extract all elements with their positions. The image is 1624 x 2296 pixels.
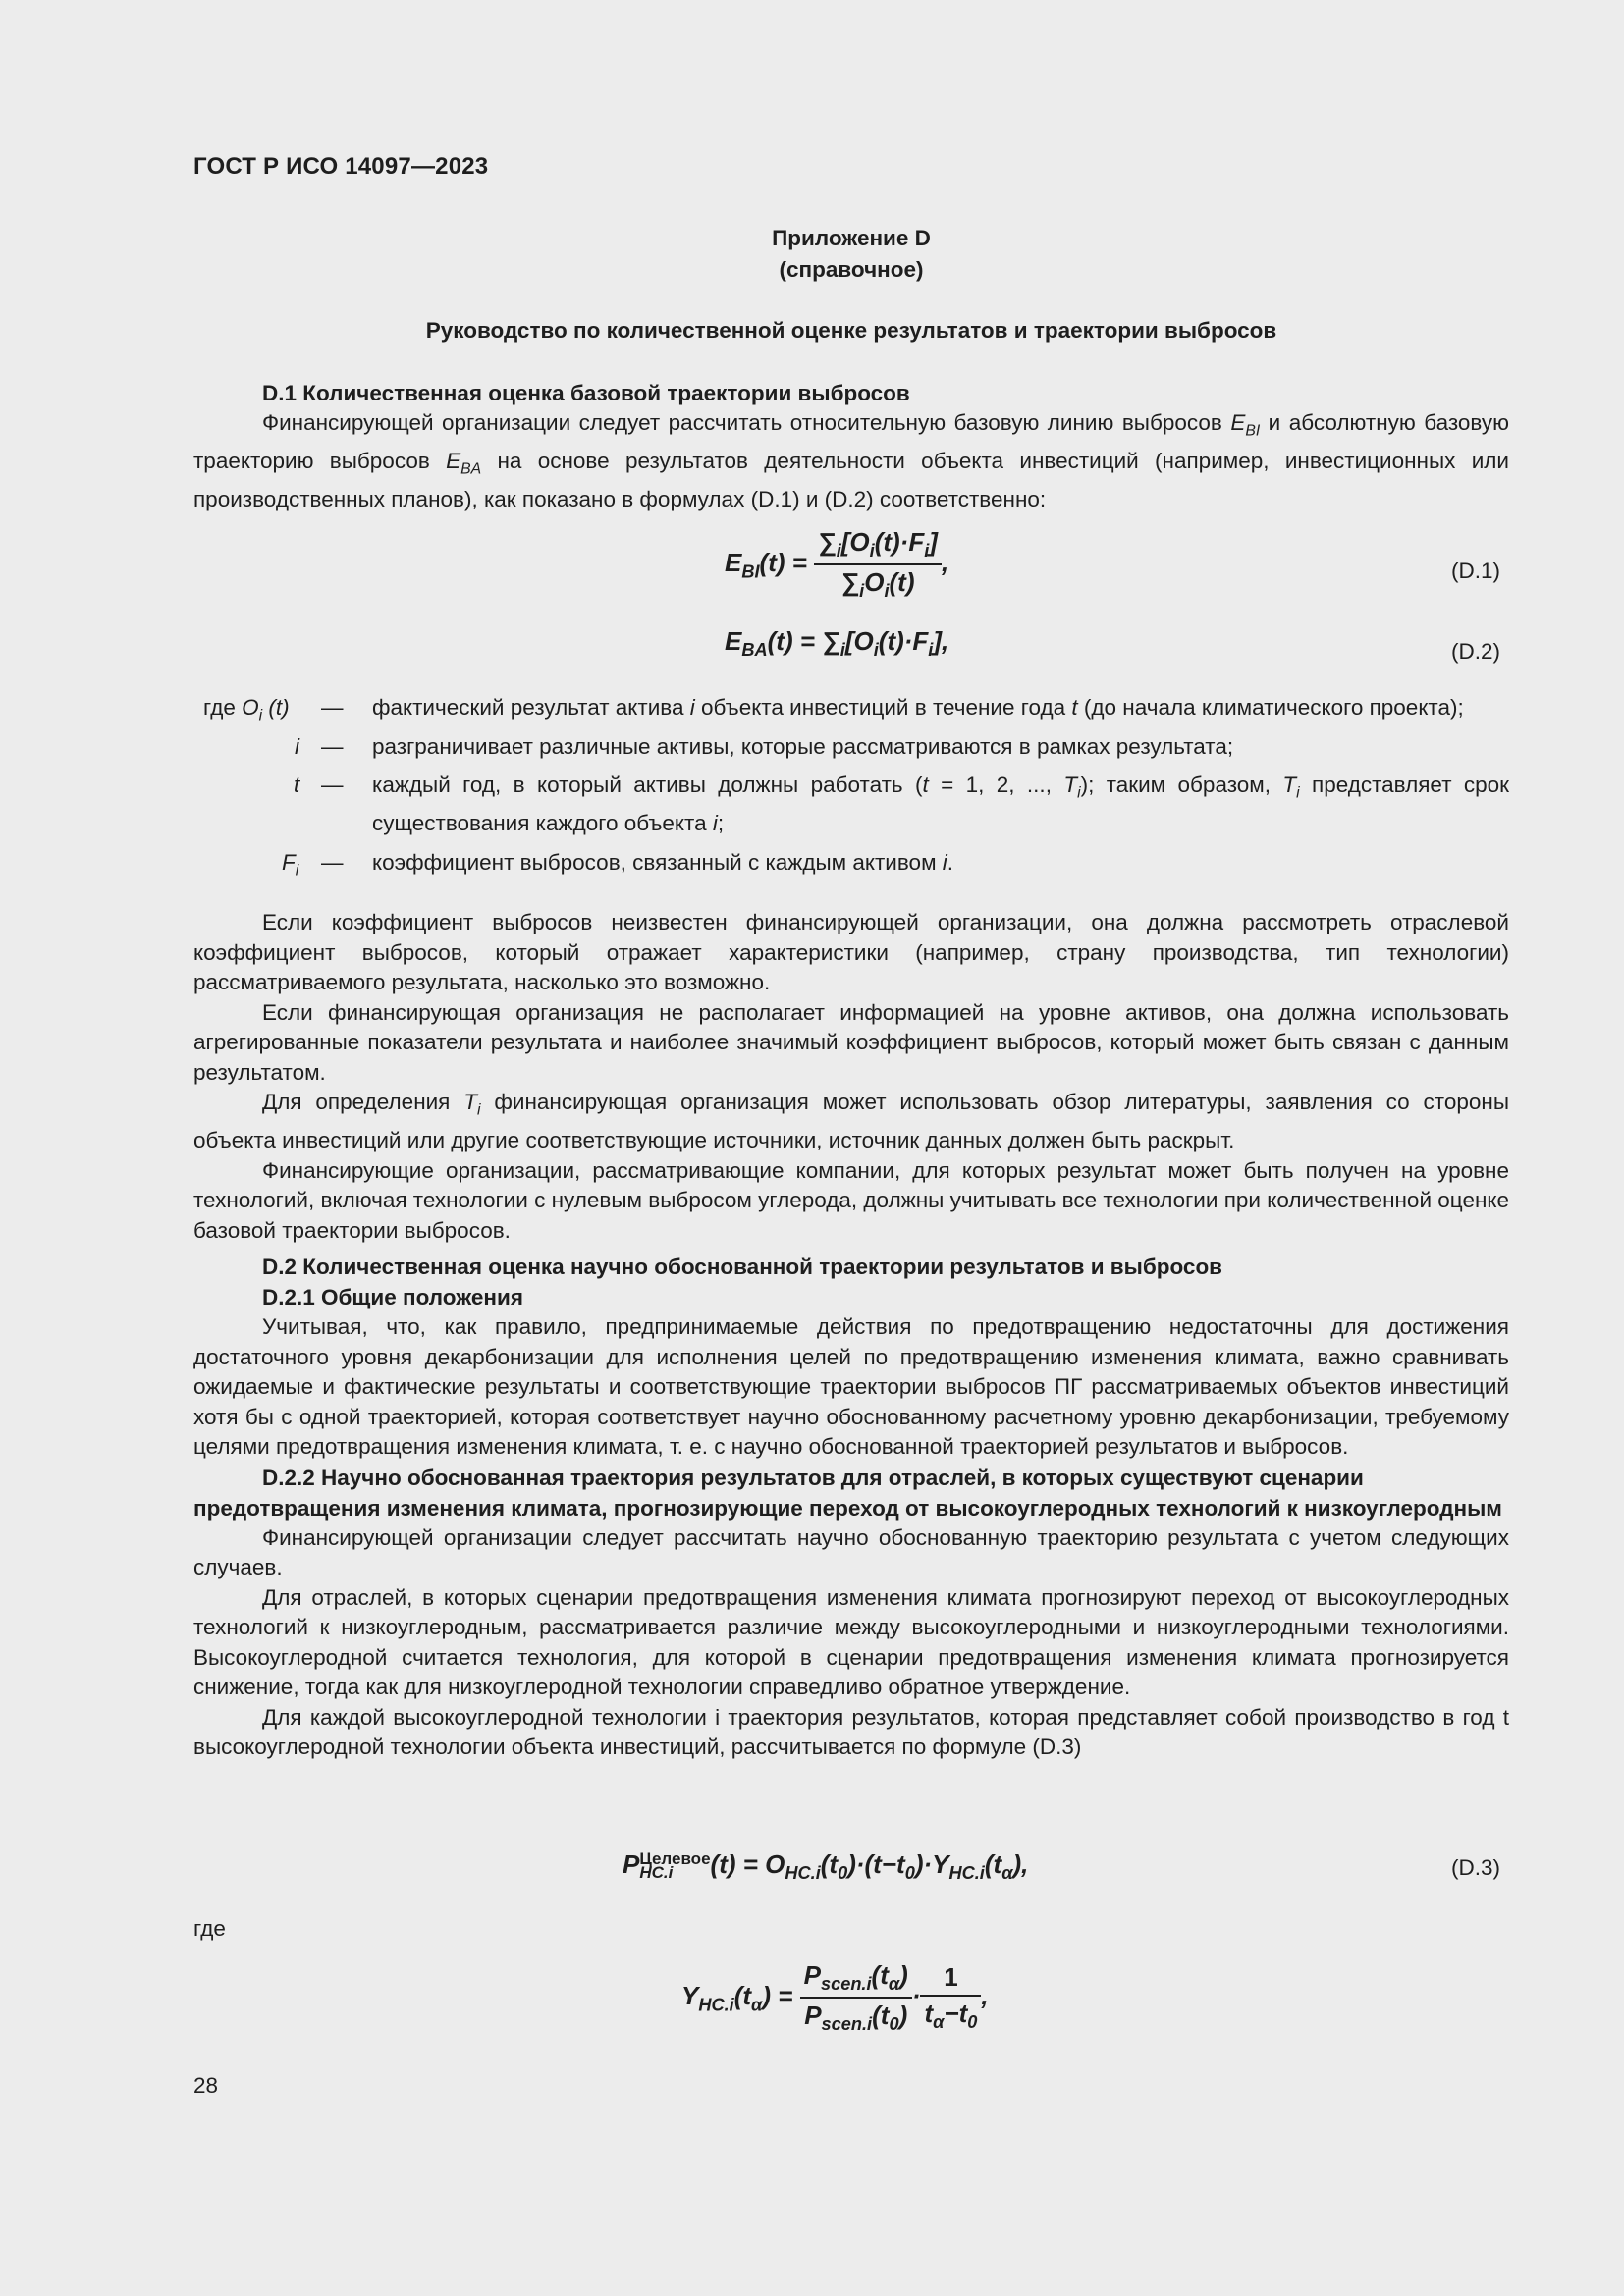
section-heading: D.1 Количественная оценка базовой траектории выбросов [262,381,910,405]
definition-item: $F_i$ — коэффициент выбросов, связанный с каждым активом i. [282,849,954,879]
annex-status: (справочное) [779,257,924,282]
formula-y: $Y_{HC.i}(t_\alpha)$ = $\frac{P_{scen.i}(t_\alpha)}{P_{scen.i}(t_0)}$ · $\frac{1}{t_\alpha-t_0}$ , [681,1960,989,2035]
paragraph: Для определения $T_i$ финансирующая организация может использовать обзор литературы, заявления со стороны объекта инвестиций или другие соответствующие источники, источник данных должен быть раскрыт. [193,1090,1509,1152]
page-number: 28 [193,2073,219,2098]
paragraph: Финансирующие организации, рассматривающие компании, для которых результат может быть получен на уровне технологий, включая технологии с нулевым выбросом углерода, должны учитывать все технологии при количественной оценке базовой траектории выбросов. [193,1157,1509,1243]
paragraph: Для каждой высокоуглеродной технологии i траектория результатов, которая представляет собой производство в год t высокоуглеродной технологии объекта инвестиций, рассчитывается по формуле (D.3) [193,1704,1509,1759]
equation-number: (D.1) [1451,559,1500,583]
paragraph: Финансирующей организации следует рассчитать научно обоснованную траекторию результата с учетом следующих случаев. [193,1524,1509,1579]
paragraph: Учитывая, что, как правило, предпринимаемые действия по предотвращению недостаточны для достижения достаточного уровня декарбонизации для исполнения целей по предотвращению изменения климата, важно сравнивать ожидаемые и фактические результаты и соответствующие траектории выбросов ПГ рассматриваемых объектов инвестиций хотя бы с одной траекторией, которая соответствует научно обоснованному расчетному уровню декарбонизации, требуемому целями предотвращения изменения климата, т. е. с научно обоснованной траекторией результатов и выбросов. [193,1314,1509,1459]
definition-item: i — разграничивает различные активы, которые рассматриваются в рамках результата; [295,733,1234,759]
formula-d3: P Целевое HC.i $(t) = O_{HC.i}(t_0)\cdot(t-t_0)\cdot Y_{HC.i}(t_\alpha)$, [623,1849,1029,1884]
section-heading: D.2 Количественная оценка научно обоснованной траектории результатов и выбросов [262,1255,1223,1279]
paragraph: Если финансирующая организация не располагает информацией на уровне активов, она должна использовать агрегированные показатели результата и наиболее значимый коэффициент выбросов, который может быть связан с данным результатом. [193,999,1509,1085]
paragraph: Финансирующей организации следует рассчитать относительную базовую линию выбросов $E_{BI}$ и абсолютную базовую траекторию выбросов $E_{BA}$ на основе результатов деятельности объекта инвестиций (например, инвестиционных или производственных планов), как показано в формулах (D.1) и (D.2) соответственно: [193,410,1509,511]
section-d1-continued [193,908,1509,1763]
where-label: где [193,1916,226,1941]
subsection-heading: D.2.1 Общие положения [262,1285,523,1309]
equation-number: (D.2) [1451,639,1500,664]
definition-item: t — каждый год, в который активы должны работать (t = 1, 2, ..., $T_i$); таким образом, $T_i$ представляет срок существования каждого объекта i; [294,773,1510,835]
annex-title: Приложение D [772,226,931,250]
section-d1 [193,378,1509,515]
annex-heading: Руководство по количественной оценке результатов и траектории выбросов [425,318,1277,343]
definitions-list [193,693,1509,886]
subsection-heading: D.2.2 Научно обоснованная траектория результатов для отраслей, в которых существуют сценарии предотвращения изменения климата, прогнозирующие переход от высокоуглеродных технологий к низкоуглеродным [193,1465,1502,1521]
document-header: ГОСТ Р ИСО 14097—2023 [193,153,489,180]
formula-d2: $E_{BA}(t) = \sum_i[O_i(t)\cdot F_i]$, [725,626,949,661]
paragraph: Для отраслей, в которых сценарии предотвращения изменения климата прогнозируют переход от высокоуглеродных технологий к низкоуглеродным, рассматривается различие между высокоуглеродными и низкоуглеродными технологиями. Высокоуглеродной считается технология, для которой в сценарии предотвращения изменения климата прогнозируется снижение, тогда как для низкоуглеродной технологии справедливо обратное утверждение. [193,1584,1509,1699]
formula-d1: $E_{BI}(t)$ = $\frac{\sum_i[O_i(t)\cdot F_i]}{\sum_iO_i(t)}$ , [725,527,949,602]
paragraph: Если коэффициент выбросов неизвестен финансирующей организации, она должна рассмотреть отраслевой коэффициент выбросов, который отражает характеристики (например, страну производства, тип технологии) рассматриваемого результата, насколько это возможно. [193,910,1509,994]
equation-number: (D.3) [1451,1855,1500,1880]
definition-item: где $O_i$ (t) — фактический результат актива i объекта инвестиций в течение года t (до начала климатического проекта); [203,695,1464,724]
